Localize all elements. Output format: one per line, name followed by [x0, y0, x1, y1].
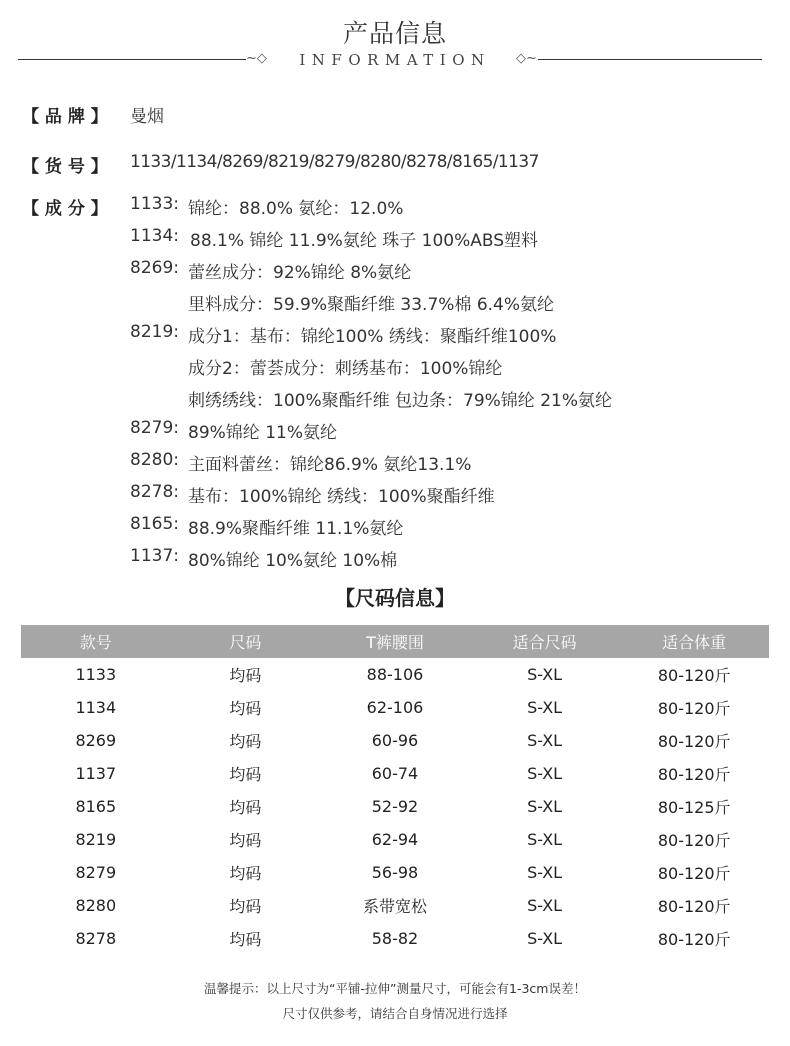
- measurement-note: 温馨提示：以上尺寸为“平铺-拉伸”测量尺寸，可能会有1-3cm误差！: [204, 981, 586, 996]
- cell-fit-size: S-XL: [527, 797, 563, 816]
- cell-fit-weight: 80-120斤: [657, 831, 731, 850]
- header-fit-weight: 适合体重: [619, 625, 769, 658]
- composition-line: 主面料蕾丝：锦纶86.9% 氨纶13.1%: [188, 455, 472, 475]
- cell-style-no: 8269: [75, 731, 117, 750]
- cell-fit-weight: 80-120斤: [657, 765, 731, 784]
- table-row: [21, 856, 769, 889]
- composition-code-8279: 8279:: [130, 418, 179, 438]
- size-section-title: 【尺码信息】: [335, 586, 455, 610]
- table-row: [21, 790, 769, 823]
- cell-size: 均码: [229, 930, 262, 949]
- composition-line: 锦纶：88.0% 氨纶：12.0%: [188, 199, 404, 219]
- cell-fit-size: S-XL: [527, 665, 563, 684]
- table-row: [21, 889, 769, 922]
- composition-line: 里料成分：59.9%聚酯纤维 33.7%棉 6.4%氨纶: [188, 295, 555, 315]
- cell-fit-size: S-XL: [527, 929, 563, 948]
- cell-style-no: 8165: [75, 797, 117, 816]
- cell-waist: 60-74: [371, 764, 419, 783]
- cell-style-no: 8278: [75, 929, 117, 948]
- composition-code-1137: 1137:: [130, 546, 179, 566]
- cell-fit-size: S-XL: [527, 830, 563, 849]
- flourish-left-icon: ~◇: [246, 51, 267, 66]
- cell-waist: 52-92: [371, 797, 419, 816]
- table-row: [21, 658, 769, 691]
- composition-line: 刺绣绣线：100%聚酯纤维 包边条：79%锦纶 21%氨纶: [188, 391, 612, 411]
- cell-fit-size: S-XL: [527, 731, 563, 750]
- page-subtitle: INFORMATION: [299, 51, 491, 69]
- cell-size: 均码: [229, 864, 262, 883]
- cell-fit-size: S-XL: [527, 863, 563, 882]
- cell-waist: 62-94: [371, 830, 419, 849]
- cell-fit-weight: 80-125斤: [657, 798, 731, 817]
- header-waist: T裤腰围: [320, 625, 470, 658]
- cell-fit-weight: 80-120斤: [657, 897, 731, 916]
- table-row: [21, 757, 769, 790]
- cell-size: 均码: [229, 897, 262, 916]
- composition-line: 80%锦纶 10%氨纶 10%棉: [188, 551, 398, 571]
- header-style-no: 款号: [21, 625, 171, 658]
- cell-fit-weight: 80-120斤: [657, 864, 731, 883]
- page-title: 产品信息: [342, 19, 447, 48]
- size-table: [21, 625, 769, 955]
- composition-line: 88.9%聚酯纤维 11.1%氨纶: [188, 519, 404, 539]
- composition-code-8219: 8219:: [130, 322, 179, 342]
- composition-code-8278: 8278:: [130, 482, 179, 502]
- reference-note: 尺寸仅供参考，请结合自身情况进行选择: [282, 1006, 508, 1021]
- brand-label: 【 品 牌 】: [22, 107, 108, 127]
- cell-style-no: 1133: [75, 665, 117, 684]
- cell-style-no: 8280: [75, 896, 117, 915]
- size-table-header: [21, 625, 769, 658]
- cell-size: 均码: [229, 765, 262, 784]
- composition-line: 89%锦纶 11%氨纶: [188, 423, 337, 443]
- cell-waist: 56-98: [371, 863, 419, 882]
- cell-fit-weight: 80-120斤: [657, 930, 731, 949]
- cell-waist: 58-82: [371, 929, 419, 948]
- divider-right: [538, 59, 762, 60]
- cell-waist: 88-106: [366, 665, 424, 684]
- cell-fit-size: S-XL: [527, 896, 563, 915]
- cell-fit-weight: 80-120斤: [657, 699, 731, 718]
- cell-size: 均码: [229, 732, 262, 751]
- cell-fit-size: S-XL: [527, 698, 563, 717]
- sku-label: 【 货 号 】: [22, 157, 108, 177]
- cell-size: 均码: [229, 666, 262, 685]
- composition-line: 基布：100%锦纶 绣线：100%聚酯纤维: [188, 487, 495, 507]
- composition-code-1133: 1133:: [130, 194, 179, 214]
- composition-line: 成分2：蕾荟成分：刺绣基布：100%锦纶: [188, 359, 503, 379]
- cell-style-no: 1134: [75, 698, 117, 717]
- cell-style-no: 8279: [75, 863, 117, 882]
- table-row: [21, 691, 769, 724]
- cell-fit-weight: 80-120斤: [657, 732, 731, 751]
- cell-waist: 60-96: [371, 731, 419, 750]
- cell-style-no: 1137: [75, 764, 117, 783]
- cell-waist: 62-106: [366, 698, 424, 717]
- table-row: [21, 922, 769, 955]
- composition-line: 蕾丝成分：92%锦纶 8%氨纶: [188, 263, 412, 283]
- cell-fit-size: S-XL: [527, 764, 563, 783]
- sku-value: 1133/1134/8269/8219/8279/8280/8278/8165/1137: [130, 152, 539, 172]
- brand-value: 曼烟: [130, 107, 164, 127]
- composition-code-8280: 8280:: [130, 450, 179, 470]
- cell-style-no: 8219: [75, 830, 117, 849]
- composition-line: 成分1：基布：锦纶100% 绣线：聚酯纤维100%: [188, 327, 557, 347]
- composition-code-1134: 1134:: [130, 226, 179, 246]
- composition-label: 【 成 分 】: [22, 199, 108, 219]
- cell-waist: 系带宽松: [362, 897, 427, 916]
- subtitle-row: [0, 48, 790, 72]
- cell-fit-weight: 80-120斤: [657, 666, 731, 685]
- cell-size: 均码: [229, 798, 262, 817]
- cell-size: 均码: [229, 699, 262, 718]
- composition-code-8165: 8165:: [130, 514, 179, 534]
- cell-size: 均码: [229, 831, 262, 850]
- header-fit-size: 适合尺码: [470, 625, 620, 658]
- header-size: 尺码: [171, 625, 321, 658]
- flourish-right-icon: ◇~: [516, 51, 537, 66]
- table-row: [21, 724, 769, 757]
- composition-line: 88.1% 锦纶 11.9%氨纶 珠子 100%ABS塑料: [190, 231, 539, 251]
- composition-code-8269: 8269:: [130, 258, 179, 278]
- table-row: [21, 823, 769, 856]
